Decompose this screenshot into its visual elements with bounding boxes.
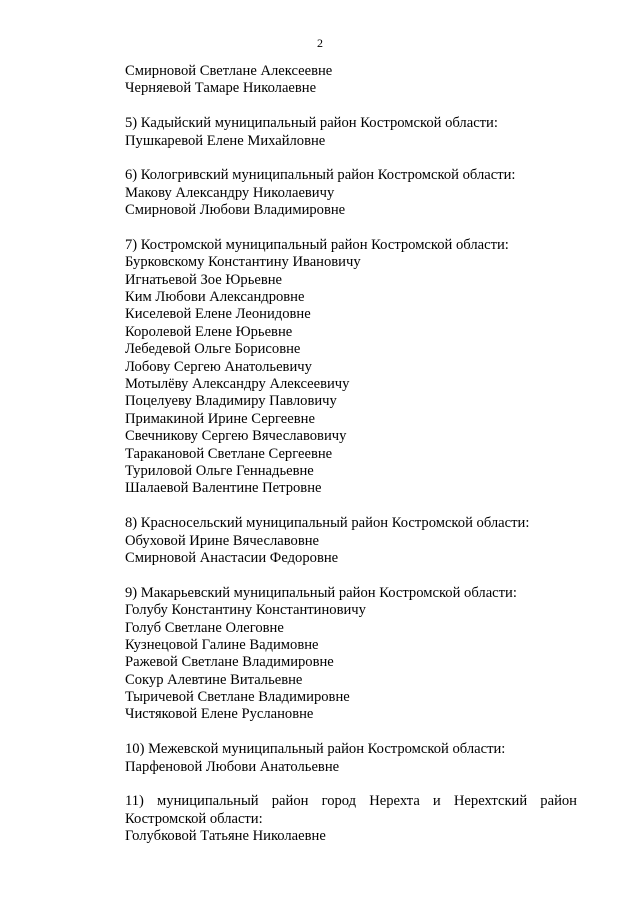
paragraph-gap [125,220,577,237]
recipient-line: Бурковскому Константину Ивановичу [125,254,361,271]
recipient-line: Смирновой Любови Владимировне [125,202,346,219]
recipient-line: Таракановой Светлане Сергеевне [125,445,333,462]
district-heading-continued: Костромской области: [125,810,263,827]
paragraph-gap [125,567,577,584]
recipient-line: Свечникову Сергею Вячеславовичу [125,428,347,445]
recipient-line: Чистяковой Елене Руслановне [125,706,314,723]
recipient-line: Примакиной Ирине Сергеевне [125,410,315,427]
recipient-line: Голуб Светлане Олеговне [125,619,284,636]
recipient-line: Кузнецовой Галине Вадимовне [125,636,319,653]
recipient-line: Голубу Константину Константиновичу [125,602,366,619]
recipient-line: Мотылёву Александру Алексеевичу [125,376,350,393]
district-heading: 11) муниципальный район город Нерехта и Нерехтский район [125,793,577,810]
document-body [125,63,577,846]
district-heading: 7) Костромской муниципальный район Костромской области: [125,236,509,253]
recipient-line: Королевой Елене Юрьевне [125,323,293,340]
page-number: 2 [317,36,323,50]
recipient-line: Сокур Алевтине Витальевне [125,671,303,688]
paragraph-gap [125,498,577,515]
recipient-line: Туриловой Ольге Геннадьевне [125,462,314,479]
recipient-line: Игнатьевой Зое Юрьевне [125,271,283,288]
recipient-line: Смирновой Светлане Алексеевне [125,63,333,79]
recipient-line: Макову Александру Николаевичу [125,184,335,201]
district-heading: 8) Красносельский муниципальный район Костромской области: [125,515,530,532]
district-heading: 5) Кадыйский муниципальный район Костромской области: [125,115,498,132]
paragraph-gap [125,724,577,741]
recipient-line: Смирновой Анастасии Федоровне [125,549,339,566]
paragraph-gap [125,98,577,115]
recipient-line: Голубковой Татьяне Николаевне [125,828,326,845]
recipient-line: Поцелуеву Владимиру Павловичу [125,393,337,410]
district-heading: 9) Макарьевский муниципальный район Костромской области: [125,584,517,601]
recipient-line: Ким Любови Александровне [125,289,305,306]
recipient-line: Лобову Сергею Анатольевичу [125,358,312,375]
recipient-line: Шалаевой Валентине Петровне [125,480,322,497]
recipient-line: Тыричевой Светлане Владимировне [125,689,350,706]
recipient-line: Обуховой Ирине Вячеславовне [125,532,320,549]
recipient-line: Ражевой Светлане Владимировне [125,654,334,671]
district-heading: 10) Межевской муниципальный район Костромской области: [125,741,506,758]
district-heading: 6) Кологривский муниципальный район Костромской области: [125,167,516,184]
paragraph-gap [125,150,577,167]
recipient-line: Лебедевой Ольге Борисовне [125,341,301,358]
recipient-line: Пушкаревой Елене Михайловне [125,132,326,149]
recipient-line: Черняевой Тамаре Николаевне [125,80,317,97]
recipient-line: Парфеновой Любови Анатольевне [125,758,340,775]
paragraph-gap [125,776,577,793]
recipient-line: Киселевой Елене Леонидовне [125,306,311,323]
